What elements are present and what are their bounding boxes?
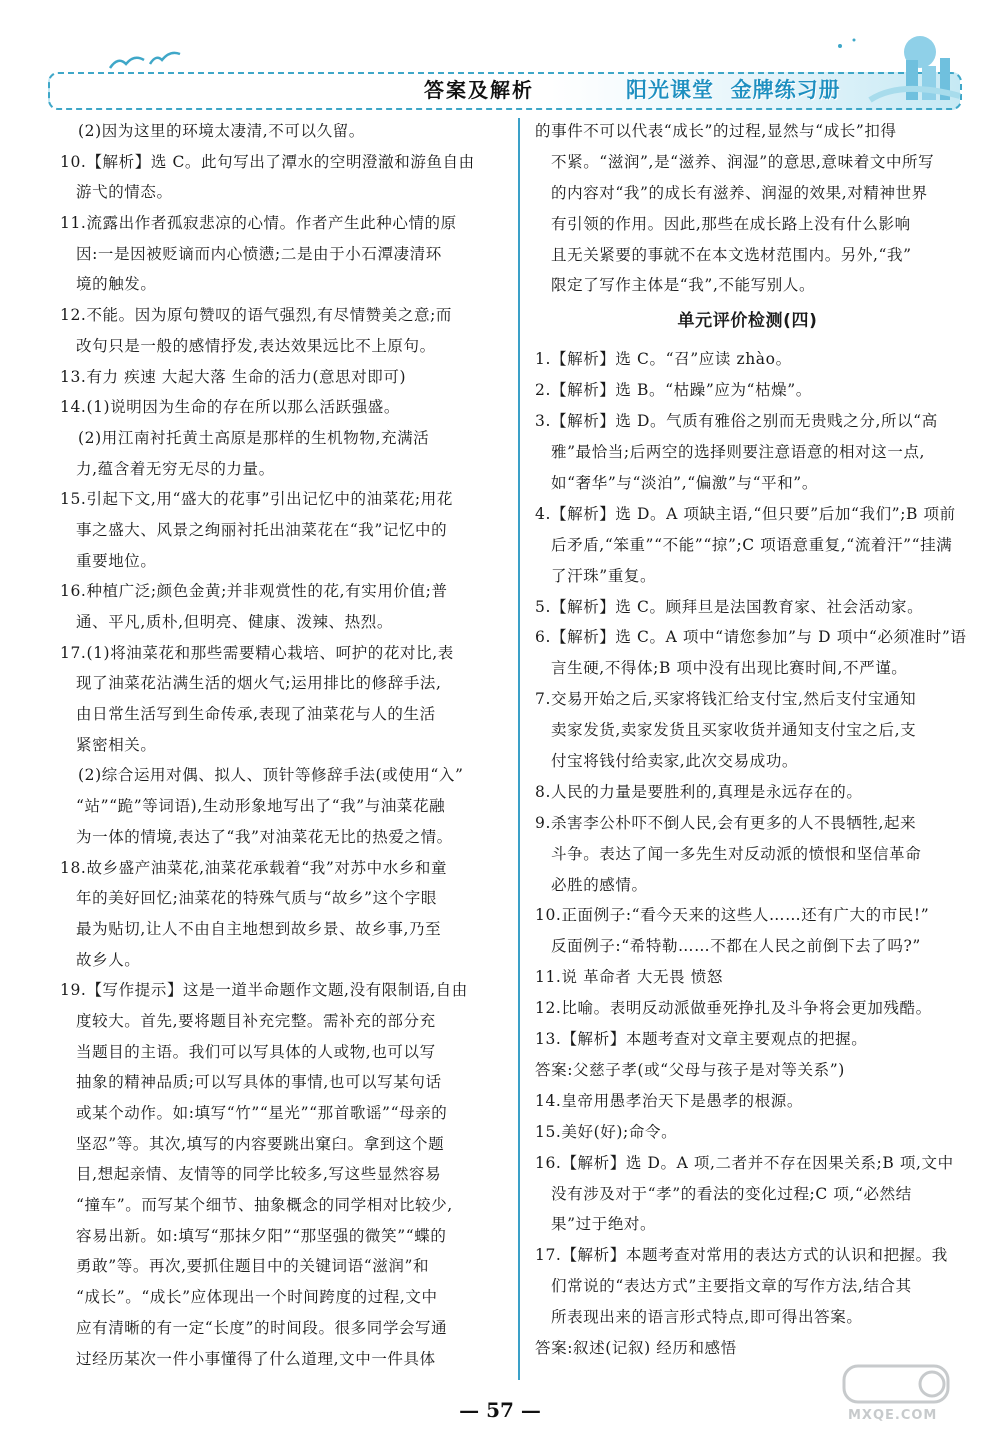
- section-heading: 单元评价检测(四): [677, 311, 818, 332]
- text-line: “站”“跪”等词语),生动形象地写出了“我”与油菜花融: [76, 797, 446, 816]
- text-line: 卖家发货,卖家发货且买家收货并通知支付宝之后,支: [551, 721, 917, 740]
- text-line: 度较大。首先,要将题目补充完整。需补充的部分充: [76, 1011, 436, 1030]
- header-title: 答案及解析: [424, 78, 534, 102]
- text-line: 1.【解析】选 C。“召”应读 zhào。: [535, 350, 792, 369]
- text-line: 勇敢”等。再次,要抓住题目中的关键词语“滋润”和: [76, 1257, 430, 1276]
- text-line: 言生硬,不得体;B 项中没有出现比赛时间,不严谨。: [551, 659, 908, 678]
- text-line: 重要地位。: [76, 551, 157, 570]
- castle-decoration-icon: [810, 30, 980, 110]
- text-line: 果”过于绝对。: [551, 1215, 657, 1234]
- page-number: — 57 —: [459, 1398, 541, 1422]
- text-line: 16.【解析】选 D。A 项,二者并不存在因果关系;B 项,文中: [535, 1153, 954, 1172]
- text-line: 紧密相关。: [76, 735, 157, 754]
- text-line: 15.引起下文,用“盛大的花事”引出记忆中的油菜花;用花: [60, 490, 453, 509]
- text-line: 6.【解析】选 C。A 项中“请您参加”与 D 项中“必须准时”语: [535, 628, 967, 647]
- text-line: 年的美好回忆;油菜花的特殊气质与“故乡”这个字眼: [76, 889, 437, 908]
- text-line: 最为贴切,让人不由自主地想到故乡景、故乡事,乃至: [76, 919, 442, 938]
- text-line: 目,想起亲情、友情等的同学比较多,写这些显然容易: [76, 1165, 442, 1184]
- text-line: 境的触发。: [76, 275, 157, 294]
- text-line: 必胜的感情。: [551, 875, 648, 894]
- text-line: 3.【解析】选 D。气质有雅俗之别而无贵贱之分,所以“高: [535, 412, 938, 431]
- text-line: 11.流露出作者孤寂悲凉的心情。作者产生此种心情的原: [60, 214, 457, 233]
- text-line: 因:一是因被贬谪而内心愤懑;二是由于小石潭凄清环: [76, 244, 442, 263]
- text-line: 改句只是一般的感情抒发,表达效果远比不上原句。: [76, 336, 436, 355]
- text-line: 13.【解析】本题考查对文章主要观点的把握。: [535, 1030, 868, 1049]
- text-line: 们常说的“表达方式”主要指文章的写作方法,结合其: [551, 1277, 912, 1296]
- text-line: 7.交易开始之后,买家将钱汇给支付宝,然后支付宝通知: [535, 690, 917, 709]
- right-column: [535, 118, 967, 1366]
- text-line: 10.【解析】选 C。此句写出了潭水的空明澄澈和游鱼自由: [60, 152, 475, 171]
- text-line: “成长”。“成长”应体现出一个时间跨度的过程,文中: [76, 1288, 438, 1307]
- text-line: 雅”最恰当;后两空的选择则要注意语意的相对这一点,: [551, 443, 926, 462]
- text-line: 14.皇帝用愚孝治天下是愚孝的根源。: [535, 1091, 803, 1110]
- text-line: 8.人民的力量是要胜利的,真理是永远存在的。: [535, 782, 863, 801]
- text-line: 坚忍”等。其次,填写的内容要跳出窠臼。拿到这个题: [76, 1134, 445, 1153]
- text-line: 或某个动作。如:填写“竹”“星光”“那首歌谣”“母亲的: [76, 1104, 448, 1122]
- text-line: 15.美好(好);命令。: [535, 1122, 678, 1141]
- text-line: 限定了写作主体是“我”,不能写别人。: [551, 276, 816, 295]
- text-line: 斗争。表达了闻一多先生对反动派的愤恨和坚信革命: [551, 844, 922, 863]
- text-line: 应有清晰的有一定“长度”的时间段。很多同学会写通: [76, 1318, 448, 1337]
- text-line: 且无关紧要的事就不在本文选材范围内。另外,“我”: [551, 245, 912, 264]
- text-line: 游弋的情态。: [76, 183, 173, 202]
- text-line: 故乡人。: [76, 950, 141, 969]
- watermark: [840, 1362, 980, 1432]
- text-line: 为一体的情境,表达了“我”对油菜花无比的热爱之情。: [76, 827, 453, 846]
- text-line: 17.【解析】本题考查对常用的表达方式的认识和把握。我: [535, 1246, 948, 1265]
- text-line: 9.杀害李公朴吓不倒人民,会有更多的人不畏牺牲,起来: [535, 813, 917, 832]
- text-line: 10.正面例子:“看今天来的这些人……还有广大的市民!”: [535, 906, 930, 925]
- text-line: 所表现出来的语言形式特点,即可得出答案。: [551, 1308, 863, 1327]
- text-line: 有引领的作用。因此,那些在成长路上没有什么影响: [551, 214, 911, 233]
- text-line: 2.【解析】选 B。“枯躁”应为“枯燥”。: [535, 381, 812, 400]
- text-line: 力,蕴含着无穷无尽的力量。: [76, 459, 275, 478]
- text-line: 的事件不可以代表“成长”的过程,显然与“成长”扣得: [535, 122, 897, 140]
- text-line: 反面例子:“希特勒……不都在人民之前倒下去了吗?”: [551, 937, 921, 956]
- text-line: 11.说 革命者 大无畏 愤怒: [535, 968, 723, 987]
- text-line: 答案:父慈子孝(或“父母与孩子是对等关系”): [535, 1060, 845, 1079]
- text-line: 容易出新。如:填写“那抹夕阳”“那坚强的微笑”“蝶的: [76, 1226, 447, 1245]
- text-line: 事之盛大、风景之绚丽衬托出油菜花在“我”记忆中的: [76, 520, 448, 539]
- text-line: 过经历某次一件小事懂得了什么道理,文中一件具体: [76, 1349, 436, 1368]
- text-line: 16.种植广泛;颜色金黄;并非观赏性的花,有实用价值;普: [60, 582, 448, 601]
- left-column: [60, 118, 500, 1376]
- text-line: 4.【解析】选 D。A 项缺主语,“但只要”后加“我们”;B 项前: [535, 504, 956, 523]
- text-line: 付宝将钱付给卖家,此次交易成功。: [551, 752, 799, 771]
- text-line: 的内容对“我”的成长有滋养、润湿的效果,对精神世界: [551, 183, 928, 202]
- text-line: 19.【写作提示】这是一道半命题作文题,没有限制语,自由: [60, 981, 468, 1000]
- header-brand: 阳光课堂 金牌练习册: [626, 78, 841, 102]
- text-line: 14.(1)说明因为生命的存在所以那么活跃强盛。: [60, 398, 401, 417]
- text-line: 如“奢华”与“淡泊”,“偏激”与“平和”。: [551, 474, 818, 493]
- text-line: 后矛盾,“笨重”“不能”“掠”;C 项语意重复,“流着汗”“挂满: [551, 535, 953, 554]
- content-columns: [60, 118, 967, 1378]
- text-line: 抽象的精神品质;可以写具体的事情,也可以写某句话: [76, 1073, 442, 1092]
- watermark-text: MXQE.COM: [848, 1408, 938, 1423]
- text-line: 了汗珠”重复。: [551, 566, 657, 585]
- text-line: 现了油菜花沾满生活的烟火气;运用排比的修辞手法,: [76, 674, 442, 693]
- text-line: 13.有力 疾速 大起大落 生命的活力(意思对即可): [60, 367, 407, 386]
- text-line: “撞车”。而写某个细节、抽象概念的同学相对比较少,: [76, 1196, 453, 1215]
- text-line: 12.不能。因为原句赞叹的语气强烈,有尽情赞美之意;而: [60, 306, 453, 325]
- page-header: [40, 30, 980, 110]
- text-line: 由日常生活写到生命传承,表现了油菜花与人的生活: [76, 705, 436, 724]
- text-line: (2)因为这里的环境太凄清,不可以久留。: [78, 122, 365, 140]
- text-line: (2)综合运用对偶、拟人、顶针等修辞手法(或使用“入”: [78, 766, 464, 785]
- text-line: 没有涉及对于“孝”的看法的变化过程;C 项,“必然结: [551, 1184, 912, 1203]
- watermark-logo-icon: [840, 1362, 960, 1408]
- text-line: 通、平凡,质朴,但明亮、健康、泼辣、热烈。: [76, 613, 393, 631]
- text-line: 18.故乡盛产油菜花,油菜花承载着“我”对苏中水乡和童: [60, 858, 448, 877]
- text-line: 12.比喻。表明反动派做垂死挣扎及斗争将会更加残酷。: [535, 999, 932, 1018]
- text-line: (2)用江南衬托黄土高原是那样的生机物物,充满活: [78, 428, 430, 447]
- text-line: 5.【解析】选 C。顾拜旦是法国教育家、社会活动家。: [535, 597, 924, 616]
- text-line: 当题目的主语。我们可以写具体的人或物,也可以写: [76, 1042, 436, 1061]
- column-divider: [518, 118, 520, 1380]
- text-line: 17.(1)将油菜花和那些需要精心栽培、呵护的花对比,表: [60, 643, 454, 662]
- text-line: 答案:叙述(记叙) 经历和感悟: [535, 1338, 737, 1357]
- text-line: 不紧。“滋润”,是“滋养、润湿”的意思,意味着文中所写: [551, 152, 935, 171]
